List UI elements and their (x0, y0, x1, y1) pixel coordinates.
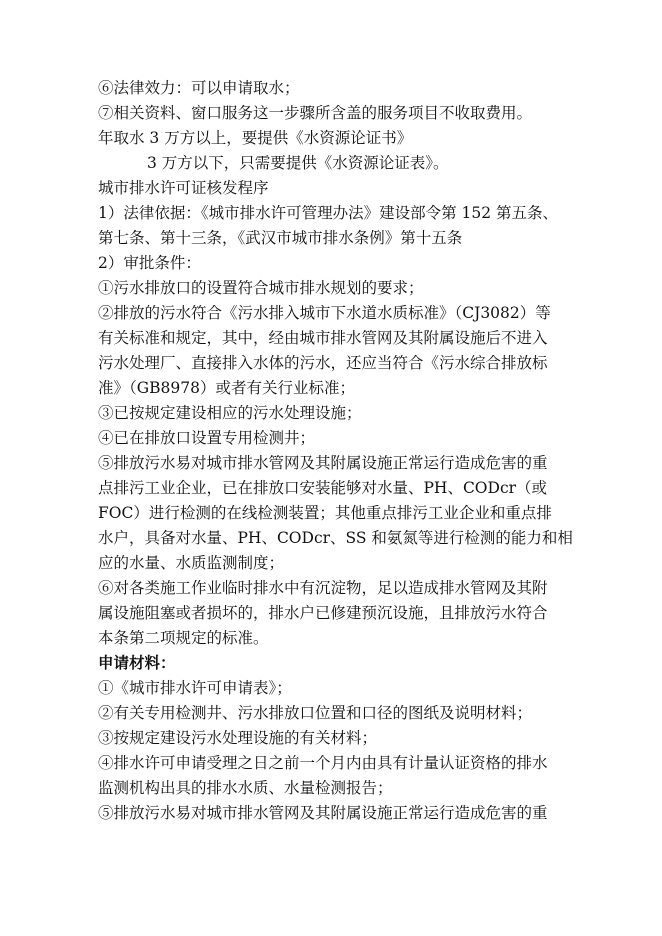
text-line-29: 监测机构出具的排水水质、水量检测报告； (98, 779, 393, 797)
text-line-16: ⑤排放污水易对城市排水管网及其附属设施正常运行造成危害的重 (98, 454, 548, 472)
section-heading-application-materials: 申请材料： (98, 654, 176, 672)
text-line-30: ⑤排放污水易对城市排水管网及其附属设施正常运行造成危害的重 (98, 804, 548, 822)
text-line-28: ④排水许可申请受理之日之前一个月内由具有计量认证资格的排水 (98, 754, 548, 772)
text-line-19: 水户，具备对水量、PH、CODcr、SS 和氨氮等进行检测的能力和相 (98, 529, 573, 547)
text-line-3: 年取水 3 万方以上，要提供《水资源论证书》 (98, 129, 413, 147)
text-line-12: 污水处理厂、直接排入水体的污水，还应当符合《污水综合排放标 (98, 354, 548, 372)
text-line-2: ⑦相关资料、窗口服务这一步骤所含盖的服务项目不收取费用。 (98, 104, 533, 122)
text-line-13: 准》（GB8978）或者有关行业标准； (98, 379, 355, 397)
text-line-27: ③按规定建设污水处理设施的有关材料； (98, 729, 378, 747)
text-line-15: ④已在排放口设置专用检测井； (98, 429, 316, 447)
text-line-4: 3 万方以下，只需要提供《水资源论证表》。 (147, 154, 449, 172)
text-line-8: 2）审批条件： (98, 254, 201, 272)
text-line-21: ⑥对各类施工作业临时排水中有沉淀物，足以造成排水管网及其附 (98, 579, 548, 597)
text-line-25: ①《城市排水许可申请表》； (98, 679, 292, 697)
text-line-20: 应的水量、水质监测制度； (98, 554, 285, 572)
text-line-22: 属设施阻塞或者损坏的，排水户已修建预沉设施，且排放污水符合 (98, 604, 548, 622)
text-line-17: 点排污工业企业，已在排放口安装能够对水量、PH、CODcr（或 (98, 479, 548, 497)
text-line-14: ③已按规定建设相应的污水处理设施； (98, 404, 362, 422)
text-line-1: ⑥法律效力：可以申请取水； (98, 79, 300, 97)
text-line-11: 有关标准和规定，其中，经由城市排水管网及其附属设施后不进入 (98, 329, 548, 347)
text-line-7: 第七条、第十三条，《武汉市城市排水条例》第十五条 (98, 229, 463, 247)
text-line-23: 本条第二项规定的标准。 (98, 629, 269, 647)
text-line-10: ②排放的污水符合《污水排入城市下水道水质标准》（CJ3082）等 (98, 304, 551, 322)
text-line-6: 1）法律依据：《城市排水许可管理办法》建设部令第 152 第五条、 (98, 204, 559, 222)
section-heading-drainage-permit: 城市排水许可证核发程序 (98, 179, 269, 197)
text-line-18: FOC）进行检测的在线检测装置；其他重点排污工业企业和重点排 (98, 504, 552, 522)
text-line-9: ①污水排放口的设置符合城市排水规划的要求； (98, 279, 424, 297)
text-line-26: ②有关专用检测井、污水排放口位置和口径的图纸及说明材料； (98, 704, 533, 722)
